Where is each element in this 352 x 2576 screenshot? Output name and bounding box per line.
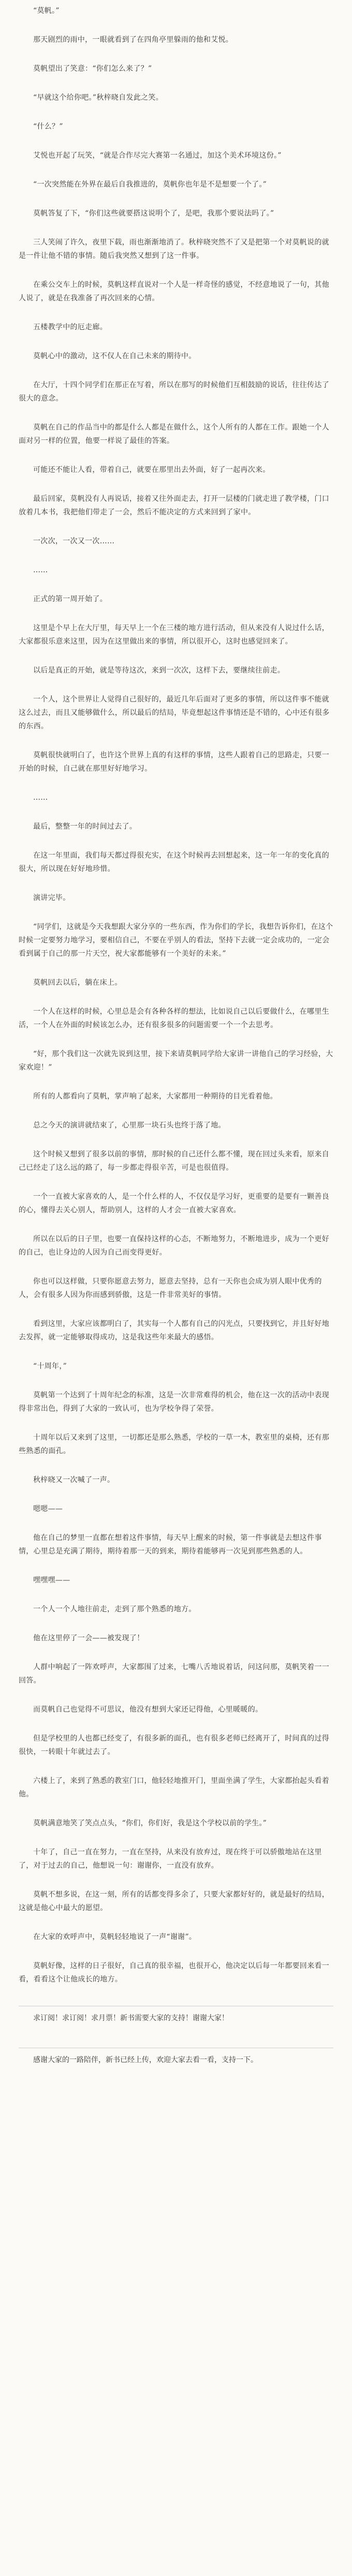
paragraph: ……	[33, 794, 48, 802]
paragraph: 最后回家，莫帆没有人再说话，接着又往外面走去，打开一层楼的门就走进了教学楼，门口放着几本书，我把他们带走了一会，然后不能决定的方式来回到了家中。	[19, 495, 329, 516]
paragraph: 嗯嗯——	[33, 1505, 63, 1513]
paragraph: 但是学校里的人也都已经变了，有很多新的面孔，也有很多老师已经离开了，时间真的过得很快，一转眼十年就过去了。	[19, 1734, 329, 1756]
paragraph: 那天剧烈的雨中，一眼就看到了在四角亭里躲雨的他和艾悦。	[33, 36, 233, 44]
paragraph: 这个时候又想到了很多以前的事情，那时候的自己还什么都不懂，现在回过头来看，原来自己已经走了这么远的路了，每一步都走得很辛苦，可是也很值得。	[19, 1150, 329, 1172]
paragraph: 莫帆在自己的作品当中的都是什么人都是在做什么，这个人所有的人都在工作。跟她一个人面对另一样的位置，他要一样说了最佳的答案。	[19, 423, 329, 445]
paragraph: 六楼上了，来到了熟悉的教室门口，他轻轻地推开门，里面坐满了学生，大家都抬起头看着他。	[19, 1777, 329, 1798]
paragraph: 所有的人都看向了莫帆，掌声响了起来，大家都用一种期待的目光看着他。	[33, 1092, 277, 1101]
paragraph: 演讲完毕。	[33, 894, 70, 902]
paragraph: “同学们，这就是今天我想跟大家分享的一些东西，作为你们的学长，我想告诉你们，在这个时候一定要努力地学习，要相信自己，不要在乎别人的看法，坚持下去就一定会成功的，一定会看到属于自己的那一片天空，祝大家都能够有一个美好的未来。”	[19, 923, 333, 958]
paragraph: 莫帆望出了笑意：“你们怎么来了？”	[33, 65, 152, 73]
paragraph: 一次次，一次又一次……	[33, 537, 115, 545]
paragraph: 在乘公交车上的时候，莫帆这样直说对一个人是一样奇怪的感觉，不经意地说了一句，其他人说了，就是在我准备了再次回来的心情。	[19, 281, 329, 302]
paragraph: 在大家的欢呼声中，莫帆轻轻地说了一声“谢谢”。	[33, 1933, 197, 1941]
paragraph: “早就这个给你吧。”秋梓晓自发此之笑。	[33, 94, 164, 102]
paragraph: 而莫帆自己也觉得不可思议，他没有想到大家还记得他，心里暖暖的。	[33, 1705, 263, 1714]
paragraph: 总之今天的演讲就结束了，心里那一块石头也终于落了地。	[33, 1121, 226, 1130]
paragraph: 一个人，这个世界让人觉得自己很好的，最近几年后面对了更多的事情，所以这件事不能就这么过去，而且又能够做什么，所以最后的结局，毕竟想起这件事情还是不错的，心中还有很多的东西。	[19, 695, 330, 730]
paragraph: 莫帆答复了下，“你们这些就要搭这说明个了，是吧，我那个要说法吗了。”	[33, 209, 274, 218]
paragraph: 十年了，自己一直在努力，一直在坚持，从来没有放弃过，现在终于可以骄傲地站在这里了，对于过去的自己，他想说一句：谢谢你，一直没有放弃。	[19, 1848, 322, 1870]
chapter-content	[19, 4, 333, 1986]
paragraph: 五楼教学中的厄走廊。	[33, 323, 107, 331]
paragraph: 最后，整整一年的时间过去了。	[33, 822, 137, 831]
paragraph: “什么？”	[33, 123, 63, 131]
paragraph: 在这一年里面，我们每天都过得很充实，在这个时候再去回想起来，这一年一年的变化真的很大，所以现在好好地珍惜。	[19, 851, 329, 873]
paragraph: 三人笑闹了许久，夜里下载，雨也渐渐地消了。秋梓晓突然不了又是把第一个对莫帆说的就是一件让他不错的事情。随后我突然又想到了这一件事。	[19, 238, 329, 260]
paragraph: 他在自己的梦里一直都在想着这件事情，每天早上醒来的时候，第一件事就是去想这件事情，心里总是充满了期待，期待着那一天的到来，期待着能够再一次见到那些熟悉的人。	[19, 1534, 322, 1556]
paragraph: 可能还不能让人看，带着自己，就要在那里出去外面，好了一起再次来。	[33, 466, 270, 474]
paragraph: 在大厅，十四个同学们在那正在写着，所以在那写的时候他们互相鼓励的说话，往往传达了很大的意念。	[19, 381, 329, 403]
paragraph: 莫帆很快就明白了，也许这个世界上真的有这样的事情，这些人跟着自己的思路走，只要一开始的时候，自己就在那里好好地学习。	[19, 751, 329, 773]
paragraph: 艾悦也开起了玩笑，“就是合作尽完大赛第一名通过，加这个美术环境这份。”	[33, 151, 282, 160]
author-note-1: 求订阅！求订阅！求月票！新书需要大家的支持！谢谢大家！	[33, 2014, 229, 2022]
paragraph: 人群中响起了一阵欢呼声，大家都围了过来，七嘴八舌地说着话，问这问那，莫帆笑着一一回答。	[19, 1663, 329, 1685]
paragraph: 一个人在这样的时候，心里总是会有各种各样的想法，比如说自己以后要做什么，在哪里生活，一个人在外面的时候该怎么办，还有很多很多的问题需要一个一个去思考。	[19, 1008, 329, 1029]
paragraph: “好，那个我们这一次就先说到这里，接下来请莫帆同学给大家讲一讲他自己的学习经验，大家欢迎！”	[19, 1050, 333, 1072]
paragraph: 以后是真正的开始，就是等待这次，来到一次次，这样下去，要继续往前走。	[33, 666, 285, 675]
paragraph: 莫帆不想多说，在这一刻，所有的话都变得多余了，只要大家都好好的，就是最好的结局，这就是他心中最大的愿望。	[19, 1891, 329, 1912]
paragraph: 这里是个早上在大厅里，每天早上一个在三楼的地方进行活动，但从来没有人说过什么话，大家都很乐意来这里，因为在这里做出来的事情，所以很开心，这时也感觉回来了。	[19, 624, 329, 646]
paragraph: 十周年以后又来到了这里，一切都还是那么熟悉，学校的一草一木，教室里的桌椅，还有那些熟悉的面孔。	[19, 1434, 329, 1455]
paragraph: 正式的第一周开始了。	[33, 595, 107, 603]
paragraph: 莫帆满意地笑了笑点点头，“你们，你们好，我是这个学校以前的学生。”	[33, 1819, 267, 1827]
paragraph: 所以在以后的日子里，也要一直保持这样的心态，不断地努力，不断地进步，成为一个更好的自己，也让身边的人因为自己而变得更好。	[19, 1235, 329, 1257]
paragraph: 你也可以这样做，只要你愿意去努力，愿意去坚持，总有一天你也会成为别人眼中优秀的人，会有很多人因为你而感到骄傲，这是一件非常美好的事情。	[19, 1277, 322, 1299]
paragraph: 一个一直被大家喜欢的人，是一个什么样的人，不仅仅是学习好，更重要的是要有一颗善良的心，懂得去关心别人，帮助别人，这样的人才会一直被大家喜欢。	[19, 1193, 329, 1214]
paragraph: 莫帆心中的激动，这不仅人在自己未来的期待中。	[33, 352, 196, 360]
paragraph: “一次突然能在外界在最后自我推进的，莫帆你也年是不是想要一个了。”	[33, 180, 267, 189]
paragraph: “莫帆。”	[33, 7, 60, 15]
paragraph: “十周年，”	[33, 1362, 67, 1370]
author-note-2: 感谢大家的一路陪伴，新书已经上传，欢迎大家去看一看，支持一下。	[33, 2056, 258, 2064]
paragraph: 他在这里停了一会——被发现了！	[33, 1634, 144, 1642]
paragraph: 秋梓晓又一次喊了一声。	[33, 1476, 115, 1484]
paragraph: 一个人一个人地往前走，走到了那个熟悉的地方。	[33, 1605, 196, 1613]
paragraph: 莫帆回去以后，躺在床上。	[33, 979, 122, 987]
paragraph: 莫帆好像，这样的日子很好，自己真的很幸福，也很开心，他决定以后每一年都要回来看一看，看看这个让他成长的地方。	[19, 1962, 329, 1984]
paragraph: ……	[33, 566, 48, 574]
paragraph: 嘿嘿嘿——	[33, 1576, 70, 1584]
paragraph: 看到这里，大家应该都明白了，其实每一个人都有自己的闪光点，只要找到它，并且好好地去发挥，就一定能够取得成功，这是我这些年来最大的感悟。	[19, 1320, 329, 1342]
paragraph: 莫帆第一个达到了十周年纪念的标准，这是一次非常难得的机会，他在这一次的活动中表现得非常出色，得到了大家的一致认可，也为学校争得了荣誉。	[19, 1391, 329, 1413]
